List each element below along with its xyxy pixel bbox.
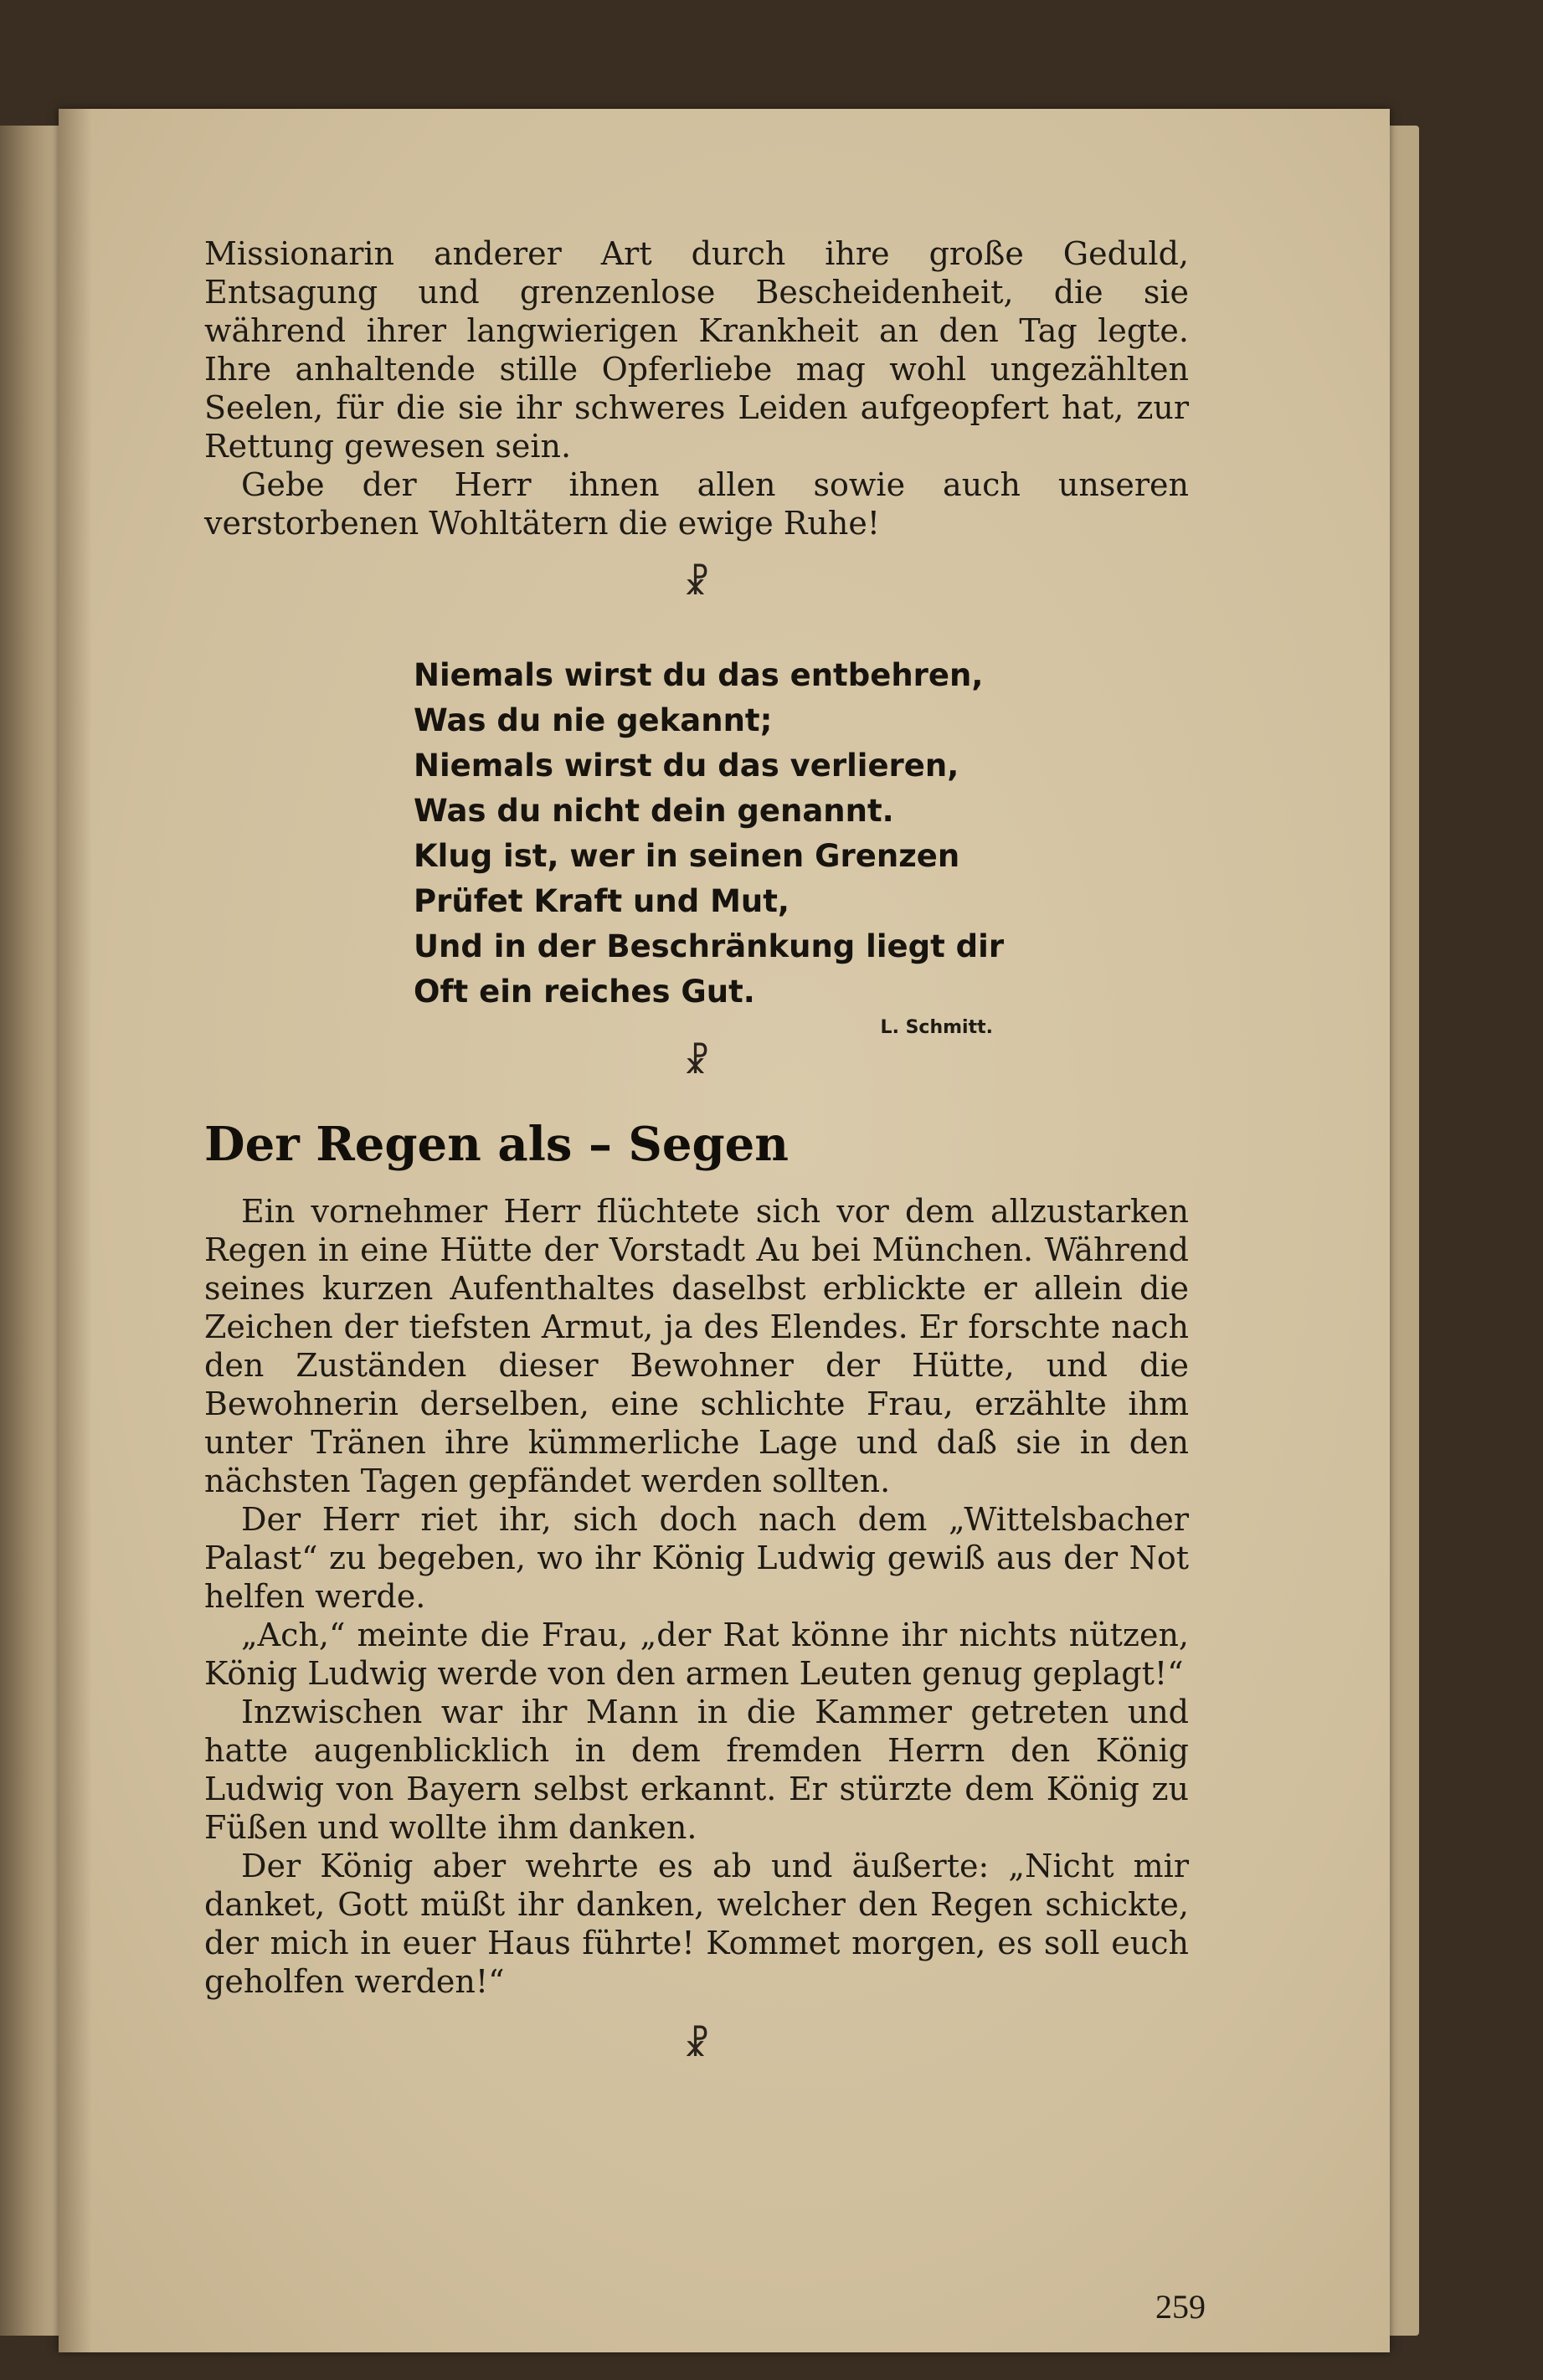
poem (414, 653, 1189, 1015)
poem-line: Niemals wirst du das entbehren, (414, 657, 984, 693)
poem-line: Niemals wirst du das verlieren, (414, 748, 959, 784)
page-content (204, 234, 1189, 2064)
poem-line: Was du nie gekannt; (414, 702, 773, 738)
poem-line: Und in der Beschränkung liegt dir (414, 928, 1005, 964)
page-number: 259 (1155, 2288, 1206, 2326)
story-paragraph-5: Der König aber wehrte es ab und äußerte: „Nicht mir danket, Gott müßt ihr danken, welcher den Regen schickte, der mich in euer Haus führte! Kommet morgen, es soll euch geholfen werden!“ (204, 1848, 1189, 2000)
story-title: Der Regen als – Segen (204, 1117, 790, 1172)
story-paragraph-4: Inzwischen war ihr Mann in die Kammer getreten und hatte augenblicklich in dem fremden Herrn den König Ludwig von Bayern selbst erkannt. Er stürzte dem König zu Füßen und wollte ihm danken. (204, 1694, 1189, 1846)
story-paragraph-2: Der Herr riet ihr, sich doch nach dem „Wittelsbacher Palast“ zu begeben, wo ihr König Ludwig gewiß aus der Not helfen werde. (204, 1501, 1189, 1615)
intro-paragraph-2: Gebe der Herr ihnen allen sowie auch unseren verstorbenen Wohltätern die ewige Ruhe! (204, 466, 1189, 542)
poem-line: Was du nicht dein genannt. (414, 793, 894, 829)
chi-rho-ornament: ☧ (683, 1043, 710, 1082)
chi-rho-ornament: ☧ (683, 564, 710, 603)
poem-line: Oft ein reiches Gut. (414, 974, 755, 1010)
poem-line: Klug ist, wer in seinen Grenzen (414, 838, 960, 874)
chi-rho-ornament: ☧ (683, 2026, 710, 2064)
story-paragraph-1: Ein vornehmer Herr flüchtete sich vor dem allzustarken Regen in eine Hütte der Vorstadt Au bei München. Während seines kurzen Aufenthaltes daselbst erblickte er allein die Zeichen der tiefsten Armut, ja des Elendes. Er forschte nach den Zuständen dieser Bewohner der Hütte, und die Bewohnerin derselben, eine schlichte Frau, erzählte ihm unter Tränen ihre kümmerliche Lage und daß sie in den nächsten Tagen gepfändet werden sollten. (204, 1193, 1189, 1499)
story-paragraph-3: „Ach,“ meinte die Frau, „der Rat könne ihr nichts nützen, König Ludwig werde von den armen Leuten genug geplagt!“ (204, 1617, 1189, 1692)
intro-paragraph-1: Missionarin anderer Art durch ihre große Geduld, Entsagung und grenzenlose Bescheidenheit, die sie während ihrer langwierigen Krankheit an den Tag legte. Ihre anhaltende stille Opferliebe mag wohl ungezählten Seelen, für die sie ihr schweres Leiden aufgeopfert hat, zur Rettung gewesen sein. (204, 235, 1189, 465)
poem-line: Prüfet Kraft und Mut, (414, 883, 790, 919)
poem-author: L. Schmitt. (880, 1017, 993, 1038)
book-page (59, 109, 1390, 2352)
